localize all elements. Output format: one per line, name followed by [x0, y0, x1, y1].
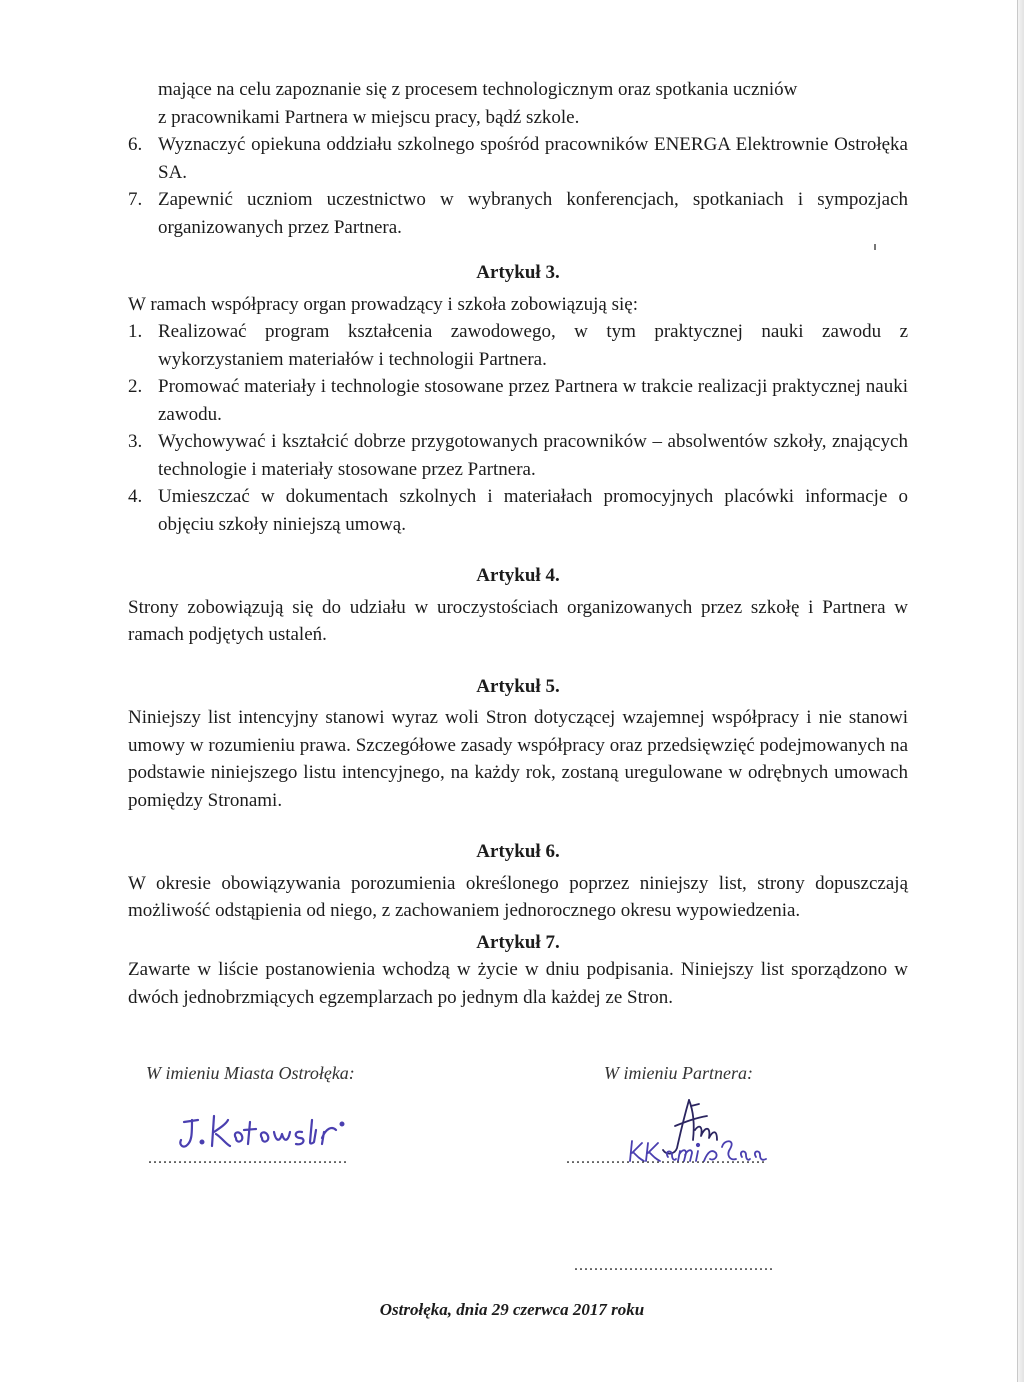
article-5-heading: Artykuł 5. [476, 675, 560, 697]
list-item-text: Realizować program kształcenia zawodowego, w tym praktycznej nauki zawodu z wykorzystaniem materiałów i technologii Partnera. [158, 321, 908, 370]
article-3-intro: W ramach współpracy organ prowadzący i szkoła zobowiązują się: [128, 293, 638, 315]
article-3-list [128, 318, 908, 538]
article-6-text: W okresie obowiązywania porozumienia określonego poprzez niniejszy list, strony dopuszczają możliwość odstąpienia od niego, z zachowaniem jednorocznego okresu wypowiedzenia. [128, 872, 908, 921]
partner-obligations-list [128, 131, 908, 241]
list-item [128, 483, 908, 538]
article-4-heading: Artykuł 4. [476, 565, 560, 586]
list-item-number: 3. [128, 431, 143, 452]
left-signature [176, 1108, 356, 1156]
list-item-number: 6. [128, 134, 143, 155]
right-signature-line: ........................................ [566, 1150, 766, 1167]
article-5-text: Niniejszy list intencyjny stanowi wyraz woli Stron dotyczącej wzajemnej współpracy i nie stanowi umowy w rozumieniu prawa. Szczegółowe zasady współpracy oraz przedsięwzięć podejmowanych na podstawie niniejszego listu intencyjnego, na każdy rok, zostaną uregulowane w odrębnych umowach pomiędzy Stronami. [128, 707, 908, 811]
list-item [128, 373, 908, 428]
list-item-number: 1. [128, 321, 143, 342]
place-and-date: Ostrołęka, dnia 29 czerwca 2017 roku [379, 1300, 645, 1319]
article-3-heading: Artykuł 3. [476, 262, 560, 283]
left-signature-line: ........................................ [148, 1150, 348, 1167]
list-item-text: Wyznaczyć opiekuna oddziału szkolnego spośród pracowników ENERGA Elektrownie Ostrołęka SA. [158, 134, 908, 183]
intro-line-1: mające na celu zapoznanie się z procesem technologicznym oraz spotkania uczniów [158, 79, 798, 100]
intro-continuation [128, 76, 908, 131]
list-item [128, 131, 908, 186]
left-signatory-label: W imieniu Miasta Ostrołęka: [146, 1063, 355, 1083]
article-7-heading: Artykuł 7. [476, 931, 560, 953]
article-4-text: Strony zobowiązują się do udziału w uroczystościach organizowanych przez szkołę i Partnera w ramach podjętych ustaleń. [128, 596, 908, 645]
intro-line-2: z pracownikami Partnera w miejscu pracy, bądź szkole. [158, 106, 580, 128]
page-edge-line [1017, 0, 1018, 1382]
page-edge-shadow [1018, 0, 1024, 1382]
list-item-text: Zapewnić uczniom uczestnictwo w wybranych konferencjach, spotkaniach i sympozjach organizowanych przez Partnera. [158, 189, 908, 238]
list-item-number: 2. [128, 376, 143, 397]
document-body [128, 76, 908, 1011]
list-item-text: Umieszczać w dokumentach szkolnych i materiałach promocyjnych placówki informacje o objęciu szkoły niniejszą umową. [158, 486, 908, 535]
article-7-text: Zawarte w liście postanowienia wchodzą w życie w dniu podpisania. Niniejszy list sporządzono w dwóch jednobrzmiących egzemplarzach po jednym dla każdej ze Stron. [128, 959, 908, 1008]
right-signatory-label: W imieniu Partnera: [604, 1063, 753, 1083]
list-item [128, 318, 908, 373]
list-item-text: Promować materiały i technologie stosowane przez Partnera w trakcie realizacji praktycznej nauki zawodu. [158, 376, 908, 425]
list-item-number: 4. [128, 486, 143, 507]
list-item [128, 186, 908, 241]
right-signature-line-2: ........................................ [574, 1257, 774, 1274]
list-item-text: Wychowywać i kształcić dobrze przygotowanych pracowników – absolwentów szkoły, znających technologie i materiały stosowane przez Partnera. [158, 431, 908, 480]
article-6-heading: Artykuł 6. [476, 841, 560, 862]
list-item [128, 428, 908, 483]
list-item-number: 7. [128, 189, 143, 210]
